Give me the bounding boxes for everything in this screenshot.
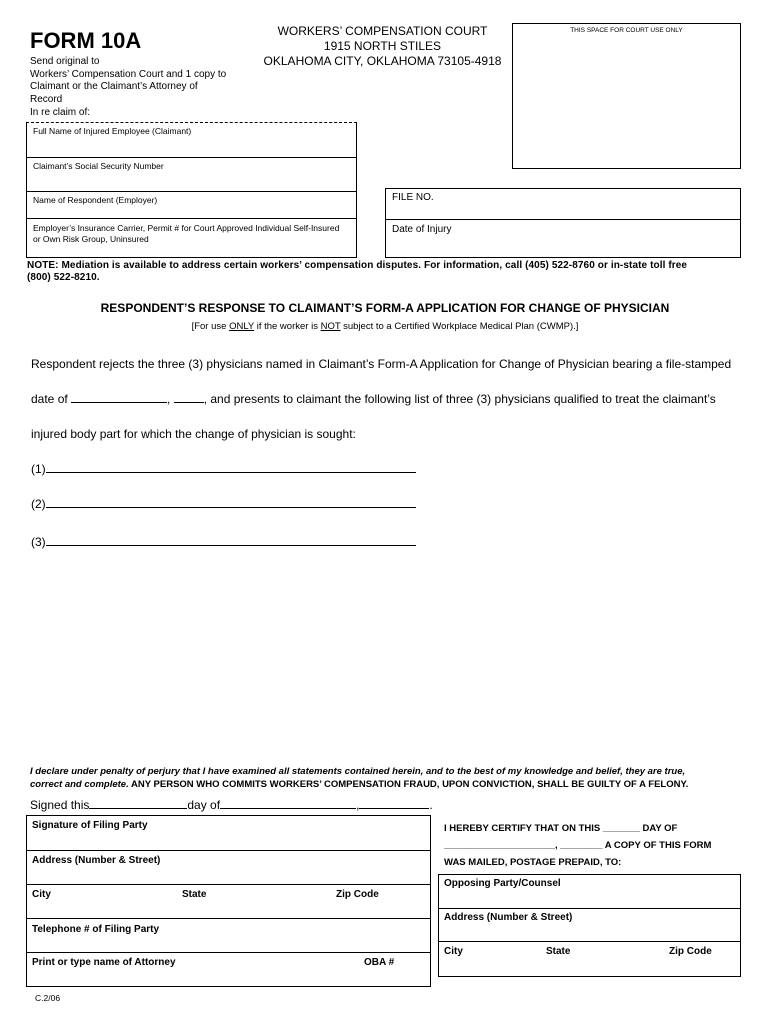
perjury-declaration <box>30 765 750 791</box>
file-stamp-year-blank[interactable] <box>174 402 204 403</box>
send-line-3: Claimant or the Claimant’s Attorney of <box>30 81 198 92</box>
opposing-party-label: Opposing Party/Counsel <box>444 878 561 889</box>
signed-period: . <box>429 798 433 812</box>
send-instructions <box>30 56 226 120</box>
send-line-4: Record <box>30 93 63 105</box>
ssn-field[interactable] <box>26 157 357 192</box>
signed-month-blank[interactable] <box>220 808 356 809</box>
filing-state-label: State <box>182 889 207 900</box>
ssn-label: Claimant’s Social Security Number <box>33 161 164 171</box>
declaration-line-2 <box>30 778 750 791</box>
court-use-box <box>512 23 741 169</box>
form-subheading <box>0 321 770 332</box>
send-line-2: Workers’ Compensation Court and 1 copy to <box>30 68 227 80</box>
certify-line-2: _____________________, ________ A COPY OF THIS FORM <box>444 840 712 851</box>
physician-3 <box>31 535 416 549</box>
opposing-state-label: State <box>546 946 571 957</box>
certify-line-1: I HEREBY CERTIFY THAT ON THIS _______ DAY OF <box>444 823 678 834</box>
sub-not: NOT <box>320 321 341 332</box>
date-of-injury-field[interactable] <box>385 219 741 258</box>
physician-2-line[interactable] <box>46 507 416 508</box>
physician-1 <box>31 462 416 476</box>
filing-address-label: Address (Number & Street) <box>32 855 161 866</box>
claimant-name-field[interactable] <box>26 122 357 158</box>
form-heading: RESPONDENT’S RESPONSE TO CLAIMANT’S FORM-A APPLICATION FOR CHANGE OF PHYSICIAN <box>100 301 670 315</box>
physician-1-number: (1) <box>31 462 46 476</box>
filing-city-label: City <box>32 889 51 900</box>
opposing-city-state-zip-field[interactable] <box>438 941 741 977</box>
court-name: WORKERS’ COMPENSATION COURT <box>277 24 488 38</box>
declaration-correct: correct and complete. <box>30 779 129 790</box>
signed-line <box>30 798 433 812</box>
fraud-warning: ANY PERSON WHO COMMITS WORKERS’ COMPENSATION FRAUD, UPON CONVICTION, SHALL BE GUILTY OF A FELONY. <box>128 779 689 790</box>
attorney-field[interactable] <box>26 952 431 987</box>
signed-this: Signed this <box>30 798 90 812</box>
filing-phone-field[interactable] <box>26 918 431 953</box>
sub-post: subject to a Certified Workplace Medical Plan (CWMP).] <box>340 321 579 332</box>
signed-comma: , <box>356 798 360 812</box>
date-comma: , <box>167 392 174 406</box>
filing-address-field[interactable] <box>26 850 431 885</box>
carrier-label-line-2: or Own Risk Group, Uninsured <box>33 234 149 244</box>
court-address <box>240 24 525 69</box>
declaration-line-1: I declare under penalty of perjury that I have examined all statements contained herein, and to the best of my knowledge and belief, they are true, <box>30 766 686 777</box>
opposing-address-label: Address (Number & Street) <box>444 912 573 923</box>
file-no-field[interactable] <box>385 188 741 220</box>
physician-2-number: (2) <box>31 497 46 511</box>
court-city: OKLAHOMA CITY, OKLAHOMA 73105-4918 <box>263 54 502 68</box>
presents-text: , and presents to claimant the following list of three (3) physicians qualified to treat the claimant’s <box>203 392 716 406</box>
respondent-label: Name of Respondent (Employer) <box>33 195 158 205</box>
rejection-paragraph: Respondent rejects the three (3) physicians named in Claimant’s Form-A Application for Change of Physician bearing a file-stamped <box>31 357 732 371</box>
date-of-injury-label: Date of Injury <box>392 224 452 235</box>
form-title: FORM 10A <box>30 28 142 53</box>
mailing-certification <box>444 820 711 871</box>
date-paragraph <box>31 392 716 406</box>
day-of-text: day of <box>187 798 221 812</box>
opposing-address-field[interactable] <box>438 908 741 942</box>
opposing-city-label: City <box>444 946 463 957</box>
note-line-2: (800) 522-8210. <box>27 272 100 283</box>
file-stamp-date-blank[interactable] <box>71 402 167 403</box>
filing-city-state-zip-field[interactable] <box>26 884 431 919</box>
sub-mid: if the worker is <box>254 321 321 332</box>
physician-2 <box>31 497 416 511</box>
note-line-1: NOTE: Mediation is available to address certain workers’ compensation disputes. For information, call (405) 522-8760 or in-state toll free <box>27 260 688 271</box>
claimant-name-label: Full Name of Injured Employee (Claimant) <box>33 126 192 136</box>
sub-pre: [For use <box>191 321 230 332</box>
opposing-party-field[interactable] <box>438 874 741 909</box>
physician-1-line[interactable] <box>46 472 416 473</box>
court-use-label: THIS SPACE FOR COURT USE ONLY <box>570 27 683 34</box>
send-line-1: Send original to <box>30 56 100 67</box>
sub-only: ONLY <box>229 321 255 332</box>
opposing-zip-label: Zip Code <box>669 946 712 957</box>
carrier-field[interactable] <box>26 218 357 258</box>
date-of-text: date of <box>31 392 72 406</box>
file-no-label: FILE NO. <box>392 192 434 203</box>
signed-day-blank[interactable] <box>89 808 187 809</box>
physician-3-line[interactable] <box>46 545 416 546</box>
attorney-label: Print or type name of Attorney <box>32 957 176 968</box>
in-re-claim: In re claim of: <box>30 107 91 118</box>
signature-field[interactable] <box>26 815 431 851</box>
physician-3-number: (3) <box>31 535 46 549</box>
body-part-paragraph: injured body part for which the change of physician is sought: <box>31 427 356 441</box>
court-street: 1915 NORTH STILES <box>323 39 442 53</box>
certify-line-3: WAS MAILED, POSTAGE PREPAID, TO: <box>444 857 622 868</box>
oba-label: OBA # <box>364 957 395 968</box>
filing-zip-label: Zip Code <box>336 889 379 900</box>
respondent-field[interactable] <box>26 191 357 219</box>
form-revision-code: C.2/06 <box>35 993 61 1003</box>
carrier-label <box>33 223 339 245</box>
carrier-label-line-1: Employer’s Insurance Carrier, Permit # for Court Approved Individual Self-Insured <box>33 223 340 233</box>
signature-label: Signature of Filing Party <box>32 820 148 831</box>
signed-year-blank[interactable] <box>359 808 429 809</box>
filing-phone-label: Telephone # of Filing Party <box>32 924 160 935</box>
mediation-note <box>27 260 747 284</box>
